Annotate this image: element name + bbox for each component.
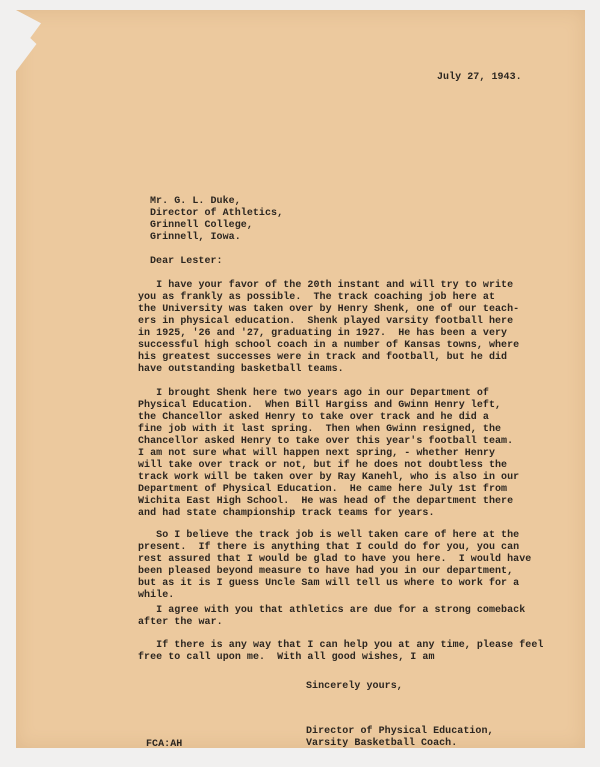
paragraph-line: Chancellor asked Henry to take over this year's football team. <box>138 436 514 447</box>
paragraph-line: but as it is I guess Uncle Sam will tell us where to work for a <box>138 578 520 589</box>
paragraph-2 <box>138 388 519 520</box>
paragraph-line: I have your favor of the 20th instant and will try to write <box>138 280 514 291</box>
paragraph-3 <box>138 530 531 602</box>
paragraph-line: I brought Shenk here two years ago in our Department of <box>138 388 489 399</box>
recipient-title: Director of Athletics, <box>150 208 284 219</box>
paragraph-4 <box>138 605 525 629</box>
paragraph-1 <box>138 280 519 376</box>
recipient-name: Mr. G. L. Duke, <box>150 196 241 207</box>
recipient-organization: Grinnell College, <box>150 220 253 231</box>
signature-title-1: Director of Physical Education, <box>306 726 494 737</box>
paragraph-line: rest assured that I would be glad to have you here. I would have <box>138 554 532 565</box>
paragraph-line: fine job with it last spring. Then when Gwinn resigned, the <box>138 424 502 435</box>
paragraph-line: So I believe the track job is well taken care of here at the <box>138 530 520 541</box>
paragraph-line: track work will be taken over by Ray Kanehl, who is also in our <box>138 472 520 483</box>
paragraph-line: the Chancellor asked Henry to take over track and he did a <box>138 412 489 423</box>
paragraph-line: have outstanding basketball teams. <box>138 364 344 375</box>
paragraph-line: successful high school coach in a number of Kansas towns, where <box>138 340 520 351</box>
letter-page <box>16 10 585 748</box>
paragraph-line: will take over track or not, but if he does not doubtless the <box>138 460 508 471</box>
paragraph-line: been pleased beyond measure to have had you in our department, <box>138 566 514 577</box>
typist-initials: FCA:AH <box>146 739 183 750</box>
recipient-city: Grinnell, Iowa. <box>150 232 241 243</box>
paragraph-line: free to call upon me. With all good wishes, I am <box>138 652 435 663</box>
closing: Sincerely yours, <box>306 681 403 692</box>
paragraph-line: If there is any way that I can help you at any time, please feel <box>138 640 544 651</box>
letter-date: July 27, 1943. <box>437 72 522 83</box>
paragraph-line: Physical Education. When Bill Hargiss and Gwinn Henry left, <box>138 400 502 411</box>
paragraph-line: in 1925, '26 and '27, graduating in 1927. He has been a very <box>138 328 508 339</box>
paragraph-5 <box>138 640 543 664</box>
signature-title-2: Varsity Basketball Coach. <box>306 738 458 749</box>
paragraph-line: while. <box>138 590 175 601</box>
paragraph-line: ers in physical education. Shenk played varsity football here <box>138 316 514 327</box>
paragraph-line: Department of Physical Education. He came here July 1st from <box>138 484 508 495</box>
paragraph-line: after the war. <box>138 617 223 628</box>
paragraph-line: you as frankly as possible. The track coaching job here at <box>138 292 496 303</box>
paragraph-line: present. If there is anything that I could do for you, you can <box>138 542 520 553</box>
paragraph-line: the University was taken over by Henry Shenk, one of our teach- <box>138 304 520 315</box>
paragraph-line: I agree with you that athletics are due for a strong comeback <box>138 605 526 616</box>
salutation: Dear Lester: <box>150 256 223 267</box>
paragraph-line: Wichita East High School. He was head of the department there <box>138 496 514 507</box>
paragraph-line: I am not sure what will happen next spring, - whether Henry <box>138 448 496 459</box>
paragraph-line: his greatest successes were in track and football, but he did <box>138 352 508 363</box>
paragraph-line: and had state championship track teams for years. <box>138 508 435 519</box>
